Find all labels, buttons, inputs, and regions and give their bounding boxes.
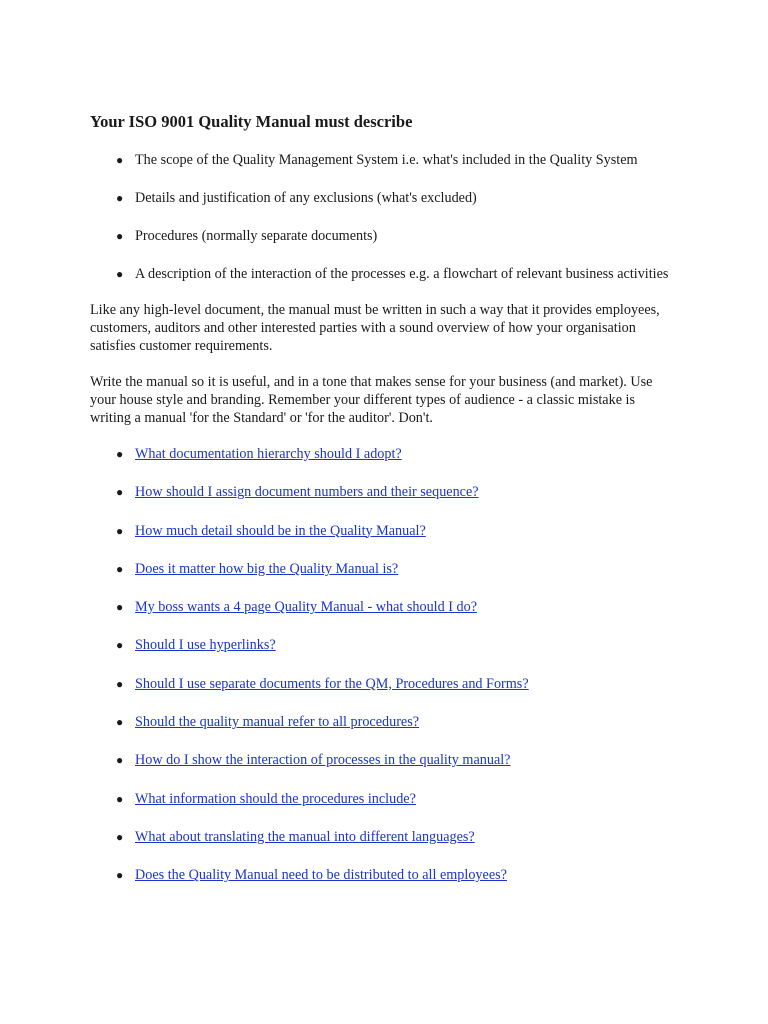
list-item-text: Procedures (normally separate documents) bbox=[135, 228, 378, 244]
faq-link[interactable]: Should I use hyperlinks? bbox=[135, 637, 276, 654]
faq-link[interactable]: Should the quality manual refer to all procedures? bbox=[135, 714, 420, 731]
faq-link[interactable]: Should I use separate documents for the QM, Procedures and Forms? bbox=[135, 675, 529, 692]
faq-item bbox=[90, 828, 678, 846]
faq-item bbox=[90, 560, 678, 578]
bullet-dot-icon: ● bbox=[116, 638, 124, 653]
list-item-text: A description of the interaction of the processes e.g. a flowchart of relevant business activities bbox=[135, 266, 669, 282]
faq-item bbox=[90, 598, 678, 616]
bullet-dot-icon: ● bbox=[116, 267, 124, 281]
paragraph-overview: Like any high-level document, the manual must be written in such a way that it provides employees, customers, auditors and other interested parties with a sound overview of how your organisation satisfies customer requirements. bbox=[90, 302, 660, 354]
list-item bbox=[90, 265, 678, 283]
bullet-dot-icon: ● bbox=[116, 829, 124, 844]
bullet-dot-icon: ● bbox=[116, 715, 124, 730]
faq-link[interactable]: Does it matter how big the Quality Manual is? bbox=[135, 560, 399, 577]
list-item bbox=[90, 227, 678, 245]
bullet-dot-icon: ● bbox=[116, 676, 124, 691]
paragraph-tone: Write the manual so it is useful, and in a tone that makes sense for your business (and market). Use your house style and branding. Remember your different types of audience - a classic mistake is writing a manual 'for the Standard' or 'for the auditor'. Don't. bbox=[90, 374, 653, 426]
faq-link-list bbox=[90, 445, 678, 884]
bullet-dot-icon: ● bbox=[116, 600, 124, 615]
bullet-dot-icon: ● bbox=[116, 191, 124, 205]
list-item-text: The scope of the Quality Management System i.e. what's included in the Quality System bbox=[135, 152, 638, 168]
faq-link[interactable]: How much detail should be in the Quality Manual? bbox=[135, 522, 426, 539]
list-item bbox=[90, 151, 678, 169]
bullet-dot-icon: ● bbox=[116, 561, 124, 576]
faq-item bbox=[90, 675, 678, 693]
bullet-dot-icon: ● bbox=[116, 447, 124, 461]
scope-list bbox=[90, 151, 678, 283]
bullet-dot-icon: ● bbox=[116, 753, 124, 768]
page-title: Your ISO 9001 Quality Manual must describe bbox=[90, 112, 413, 131]
faq-item bbox=[90, 866, 678, 884]
faq-link[interactable]: What information should the procedures include? bbox=[135, 790, 416, 807]
bullet-dot-icon: ● bbox=[116, 153, 124, 167]
faq-link[interactable]: What documentation hierarchy should I adopt? bbox=[135, 446, 402, 462]
faq-item bbox=[90, 522, 678, 540]
bullet-dot-icon: ● bbox=[116, 523, 124, 538]
bullet-dot-icon: ● bbox=[116, 485, 124, 500]
faq-item bbox=[90, 483, 678, 501]
faq-item bbox=[90, 790, 678, 808]
faq-link[interactable]: Does the Quality Manual need to be distributed to all employees? bbox=[135, 867, 507, 884]
faq-link[interactable]: How do I show the interaction of processes in the quality manual? bbox=[135, 752, 511, 769]
list-item-text: Details and justification of any exclusions (what's excluded) bbox=[135, 190, 477, 206]
faq-link[interactable]: What about translating the manual into different languages? bbox=[135, 828, 475, 845]
bullet-dot-icon: ● bbox=[116, 868, 124, 883]
bullet-dot-icon: ● bbox=[116, 791, 124, 806]
faq-item bbox=[90, 713, 678, 731]
faq-link[interactable]: My boss wants a 4 page Quality Manual - what should I do? bbox=[135, 599, 478, 616]
faq-link[interactable]: How should I assign document numbers and their sequence? bbox=[135, 484, 479, 501]
bullet-dot-icon: ● bbox=[116, 229, 124, 243]
faq-item bbox=[90, 445, 678, 463]
faq-item bbox=[90, 636, 678, 654]
faq-item bbox=[90, 751, 678, 769]
list-item bbox=[90, 189, 678, 207]
